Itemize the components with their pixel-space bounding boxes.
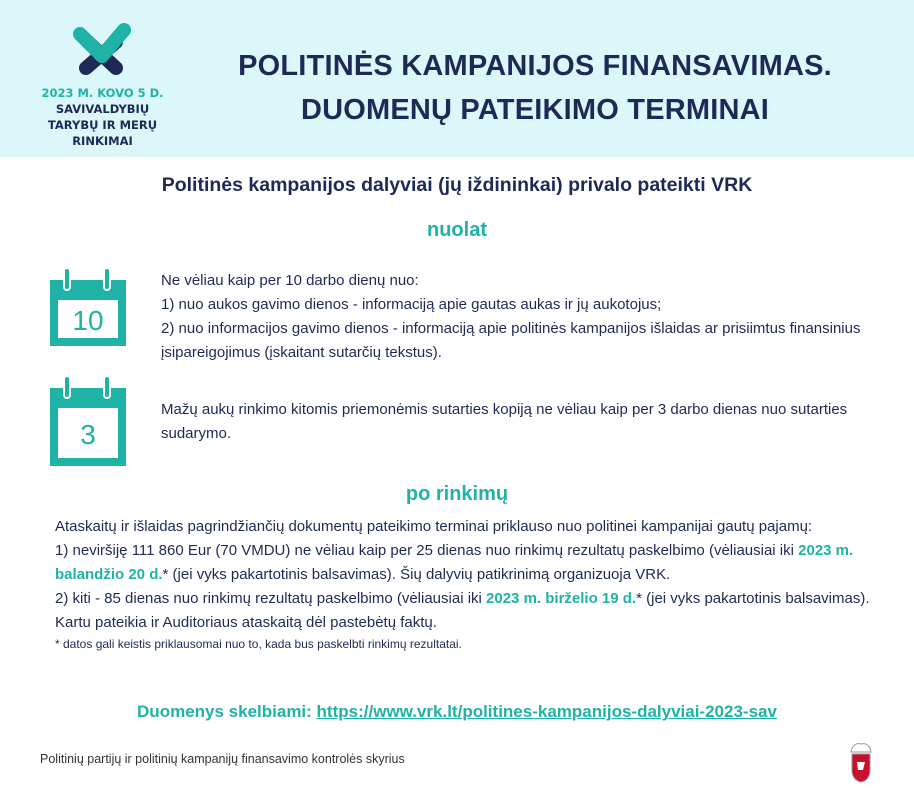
text-line: Ne vėliau kaip per 10 darbo dienų nuo: (161, 272, 419, 289)
section-heading-ongoing: nuolat (427, 219, 487, 241)
text: 2) kiti - 85 dienas nuo rinkimų rezultatų paskelbimo (vėliausiai iki (55, 590, 487, 607)
election-line: TARYBŲ IR MERŲ (47, 118, 158, 132)
after-item-2 (55, 587, 885, 635)
election-line: RINKIMAI (72, 134, 133, 148)
after-item-1 (55, 539, 885, 587)
ongoing-item-3-days: Mažų aukų rinkimo kitomis priemonėmis sutarties kopiją ne vėliau kaip per 3 darbo dienas nuo sutarties sudarymo. (161, 401, 848, 442)
title-line-1: POLITINĖS KAMPANIJOS FINANSAVIMAS. (238, 50, 832, 82)
header-banner (0, 0, 914, 157)
intro-heading: Politinės kampanijos dalyviai (jų iždininkai) privalo pateikti VRK (161, 174, 753, 196)
lithuania-coat-of-arms-icon (845, 740, 877, 784)
department-name: Politinių partijų ir politinių kampanijų finansavimo kontrolės skyrius (40, 752, 405, 766)
election-label (0, 85, 205, 149)
calendar-icon-10 (50, 266, 126, 346)
text-line: 1) nuo aukos gavimo dienos - informaciją apie gautas aukas ir jų aukotojus; (161, 296, 662, 313)
data-published-line (0, 702, 914, 722)
text-line: 2) nuo informacijos gavimo dienos - informaciją apie politinės kampanijos išlaidas ar prisiimtus finansinius įsipareigojimus (įskaitant sutarčių tekstus). (161, 320, 861, 361)
x-logo-icon (66, 20, 136, 80)
deadline-date: 2023 m. birželio 19 d. (486, 590, 637, 607)
page-title (205, 44, 865, 132)
text: * (jei vyks pakartotinis balsavimas). Kartu pateikia ir Auditoriaus ataskaitą dėl pastebėtų faktų. (55, 590, 870, 631)
election-line: SAVIVALDYBIŲ (55, 102, 150, 116)
link-label: Duomenys skelbiami: (137, 702, 317, 721)
section-heading-after: po rinkimų (405, 483, 509, 505)
calendar-number: 3 (80, 419, 96, 450)
footnote: * datos gali keistis priklausomai nuo to, kada bus paskelbti rinkimų rezultatai. (55, 637, 462, 651)
calendar-icon-3 (50, 374, 126, 466)
ongoing-item-10-days (161, 269, 881, 365)
election-date: 2023 M. KOVO 5 D. (41, 86, 164, 100)
text: 1) neviršiję 111 860 Eur (70 VMDU) ne vėliau kaip per 25 dienas nuo rinkimų rezultatų paskelbimo (vėliausiai iki (55, 542, 799, 559)
vrk-link[interactable]: https://www.vrk.lt/politines-kampanijos-dalyviai-2023-sav (316, 702, 777, 721)
title-line-2: DUOMENŲ PATEIKIMO TERMINAI (300, 94, 770, 126)
after-elections-text (55, 515, 885, 653)
calendar-number: 10 (72, 305, 104, 336)
deadline-date: 2023 m. balandžio 20 d. (55, 542, 854, 583)
after-intro: Ataskaitų ir išlaidas pagrindžiančių dokumentų pateikimo terminai priklauso nuo politinei kampanijai gautų pajamų: (55, 518, 813, 535)
text: * (jei vyks pakartotinis balsavimas). Šių dalyvių patikrinimą organizuoja VRK. (162, 566, 671, 583)
